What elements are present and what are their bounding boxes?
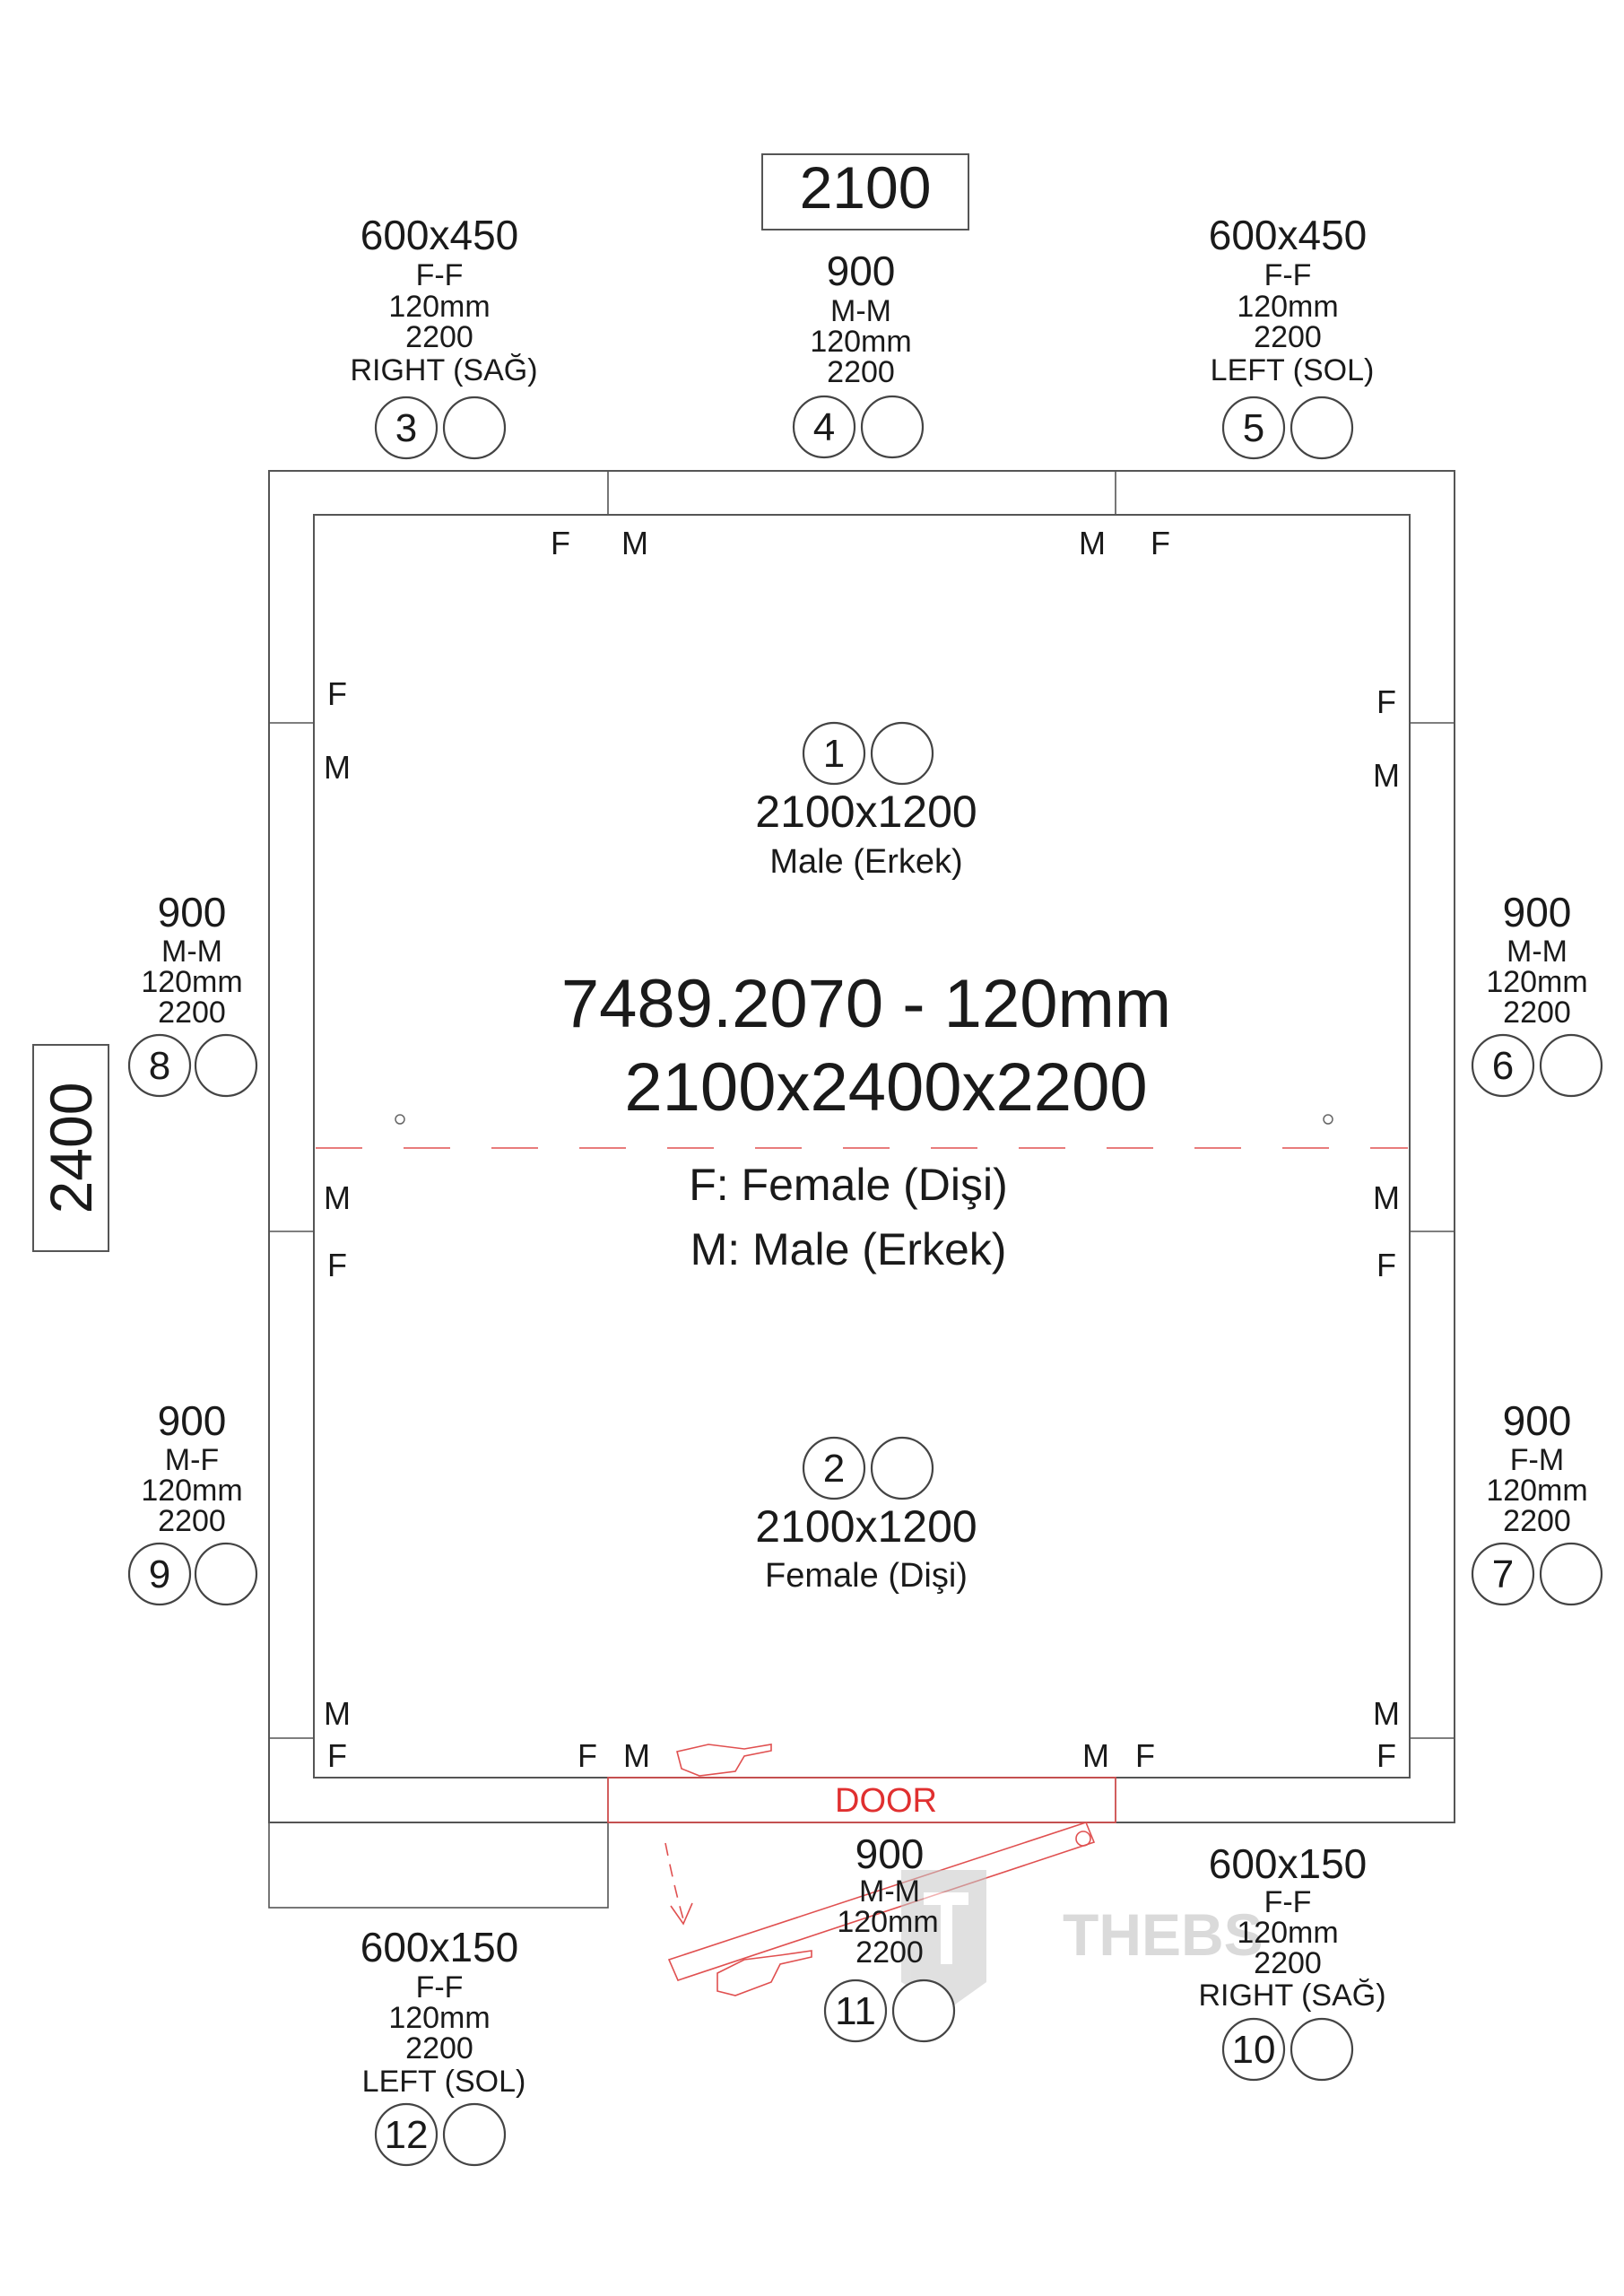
panel-height: 2200 bbox=[827, 355, 895, 389]
legend-female: F: Female (Dişi) bbox=[689, 1160, 1008, 1210]
joint-mark: M bbox=[1373, 1695, 1400, 1732]
panel-size: 900 bbox=[1502, 889, 1572, 935]
panel-number: 10 bbox=[1231, 2028, 1276, 2072]
panel-7-label bbox=[1472, 1397, 1602, 1605]
panel-3-label bbox=[350, 212, 537, 458]
legend-male: M: Male (Erkek) bbox=[690, 1224, 1007, 1274]
door-handle-top bbox=[677, 1744, 771, 1776]
panel-size: 600x450 bbox=[360, 212, 519, 258]
panel-number: 8 bbox=[148, 1044, 171, 1088]
panel-check-circle bbox=[862, 396, 923, 457]
panel-4-label bbox=[794, 248, 923, 457]
panel-joint-type: F-F bbox=[1264, 1885, 1312, 1919]
panel-check-circle bbox=[444, 397, 505, 458]
door-swing-arc bbox=[665, 1843, 683, 1919]
joint-mark: M bbox=[1373, 757, 1400, 794]
panel-side: RIGHT (SAĞ) bbox=[350, 353, 538, 387]
joint-mark: F bbox=[1376, 1247, 1396, 1283]
watermark-text: THEBS bbox=[1063, 1901, 1264, 1968]
panel-thickness: 120mm bbox=[388, 2001, 491, 2035]
joint-mark: M bbox=[1079, 525, 1106, 561]
panel-height: 2200 bbox=[405, 2031, 473, 2066]
panel-height: 2200 bbox=[158, 1504, 226, 1538]
panel-number: 12 bbox=[384, 2113, 429, 2157]
panel-8-label bbox=[129, 889, 256, 1096]
panel-joint-type: M-M bbox=[1507, 935, 1568, 969]
joint-mark: F bbox=[578, 1737, 597, 1774]
panel-check-circle bbox=[195, 1544, 256, 1605]
joint-mark: F bbox=[1376, 1737, 1396, 1774]
panel-joint-type: M-F bbox=[164, 1443, 220, 1477]
panel-thickness: 120mm bbox=[810, 325, 912, 359]
panel-check-circle bbox=[1291, 2019, 1352, 2080]
panel-height: 2200 bbox=[1254, 320, 1322, 354]
panel-joint-type: F-F bbox=[415, 258, 464, 292]
depth-dimension-label: 2400 bbox=[38, 1082, 104, 1214]
divider-marker-right bbox=[1324, 1115, 1333, 1124]
panel-joint-type: F-F bbox=[1264, 258, 1312, 292]
panel-size: 900 bbox=[157, 889, 227, 935]
panel-check-circle bbox=[444, 2104, 505, 2165]
panel-thickness: 120mm bbox=[1237, 1916, 1339, 1950]
panel-number: 1 bbox=[822, 732, 846, 776]
panel-12-outline bbox=[269, 1822, 608, 1908]
panel-check-circle bbox=[1541, 1544, 1602, 1605]
panel-check-circle bbox=[893, 1980, 954, 2041]
joint-mark: F bbox=[551, 525, 570, 561]
joint-mark: M bbox=[621, 525, 648, 561]
outer-wall-outline bbox=[269, 471, 1455, 1822]
panel-thickness: 120mm bbox=[141, 965, 243, 999]
panel-12-label bbox=[360, 1924, 526, 2165]
room-code: 7489.2070 - 120mm bbox=[560, 966, 1172, 1042]
panel-thickness: 120mm bbox=[837, 1905, 939, 1939]
width-dimension bbox=[762, 154, 968, 230]
panel-1-label bbox=[755, 723, 977, 881]
panel-size: 900 bbox=[157, 1397, 227, 1444]
joint-mark: M bbox=[324, 749, 351, 786]
panel-11-label bbox=[825, 1831, 954, 2041]
panel-joint-type: M-M bbox=[859, 1874, 920, 1909]
panel-check-circle bbox=[195, 1035, 256, 1096]
panel-height: 2200 bbox=[405, 320, 473, 354]
panel-thickness: 120mm bbox=[1237, 290, 1339, 324]
panel-height: 2200 bbox=[158, 996, 226, 1030]
door-hinge bbox=[1076, 1831, 1090, 1846]
panel-thickness: 120mm bbox=[1486, 1474, 1588, 1508]
panel-thickness: 120mm bbox=[141, 1474, 243, 1508]
panel-joint-type: F-F bbox=[415, 1970, 464, 2005]
joint-mark: M bbox=[1373, 1179, 1400, 1216]
panel-size: 900 bbox=[855, 1831, 925, 1877]
panel-height: 2200 bbox=[1254, 1946, 1322, 1980]
panel-number: 4 bbox=[812, 405, 836, 449]
room-size: 2100x2400x2200 bbox=[624, 1049, 1148, 1126]
panel-number: 5 bbox=[1242, 406, 1265, 450]
door-handle-bottom bbox=[717, 1951, 812, 1996]
panel-number: 6 bbox=[1491, 1044, 1515, 1088]
joint-mark: M bbox=[1082, 1737, 1109, 1774]
divider-marker-left bbox=[395, 1115, 404, 1124]
joint-mark: M bbox=[623, 1737, 650, 1774]
panel-check-circle bbox=[1541, 1035, 1602, 1096]
panel-type: Female (Dişi) bbox=[765, 1557, 968, 1595]
panel-joint-type: F-M bbox=[1509, 1443, 1565, 1477]
joint-mark: M bbox=[324, 1695, 351, 1732]
panel-5-label bbox=[1209, 212, 1375, 458]
panel-height: 2200 bbox=[855, 1935, 924, 1970]
panel-size: 2100x1200 bbox=[755, 787, 977, 837]
panel-check-circle bbox=[872, 723, 933, 784]
panel-size: 600x150 bbox=[360, 1924, 519, 1970]
panel-number: 3 bbox=[395, 406, 418, 450]
panel-9-label bbox=[129, 1397, 256, 1605]
panel-joint-type: M-M bbox=[161, 935, 222, 969]
panel-size: 600x450 bbox=[1208, 212, 1368, 258]
room-title bbox=[561, 966, 1171, 1126]
panel-size: 900 bbox=[1502, 1397, 1572, 1444]
joint-mark: F bbox=[327, 675, 347, 712]
panel-type: Male (Erkek) bbox=[769, 843, 963, 881]
panel-side: RIGHT (SAĞ) bbox=[1198, 1979, 1386, 2013]
panel-joint-type: M-M bbox=[830, 294, 891, 328]
panel-check-circle bbox=[1291, 397, 1352, 458]
panel-number: 9 bbox=[148, 1552, 171, 1596]
joint-mark: F bbox=[1376, 683, 1396, 720]
panel-side: LEFT (SOL) bbox=[361, 2065, 526, 2099]
panel-height: 2200 bbox=[1503, 1504, 1571, 1538]
door-label: DOOR bbox=[835, 1782, 937, 1820]
depth-dimension bbox=[33, 1045, 109, 1251]
panel-height: 2200 bbox=[1503, 996, 1571, 1030]
panel-size: 900 bbox=[826, 248, 896, 294]
legend bbox=[689, 1160, 1008, 1274]
panel-side: LEFT (SOL) bbox=[1210, 353, 1375, 387]
panel-2-label bbox=[755, 1438, 977, 1595]
panel-thickness: 120mm bbox=[1486, 965, 1588, 999]
width-dimension-label: 2100 bbox=[799, 154, 932, 221]
joint-mark: F bbox=[327, 1247, 347, 1283]
panel-number: 7 bbox=[1491, 1552, 1515, 1596]
panel-thickness: 120mm bbox=[388, 290, 491, 324]
panel-size: 600x150 bbox=[1208, 1840, 1368, 1887]
panel-number: 2 bbox=[822, 1447, 846, 1491]
panel-check-circle bbox=[872, 1438, 933, 1499]
panel-number: 11 bbox=[835, 1989, 876, 2033]
joint-mark: F bbox=[327, 1737, 347, 1774]
panel-size: 2100x1200 bbox=[755, 1501, 977, 1552]
joint-mark: F bbox=[1151, 525, 1170, 561]
joint-mark: F bbox=[1135, 1737, 1155, 1774]
panel-6-label bbox=[1472, 889, 1602, 1096]
joint-mark: M bbox=[324, 1179, 351, 1216]
